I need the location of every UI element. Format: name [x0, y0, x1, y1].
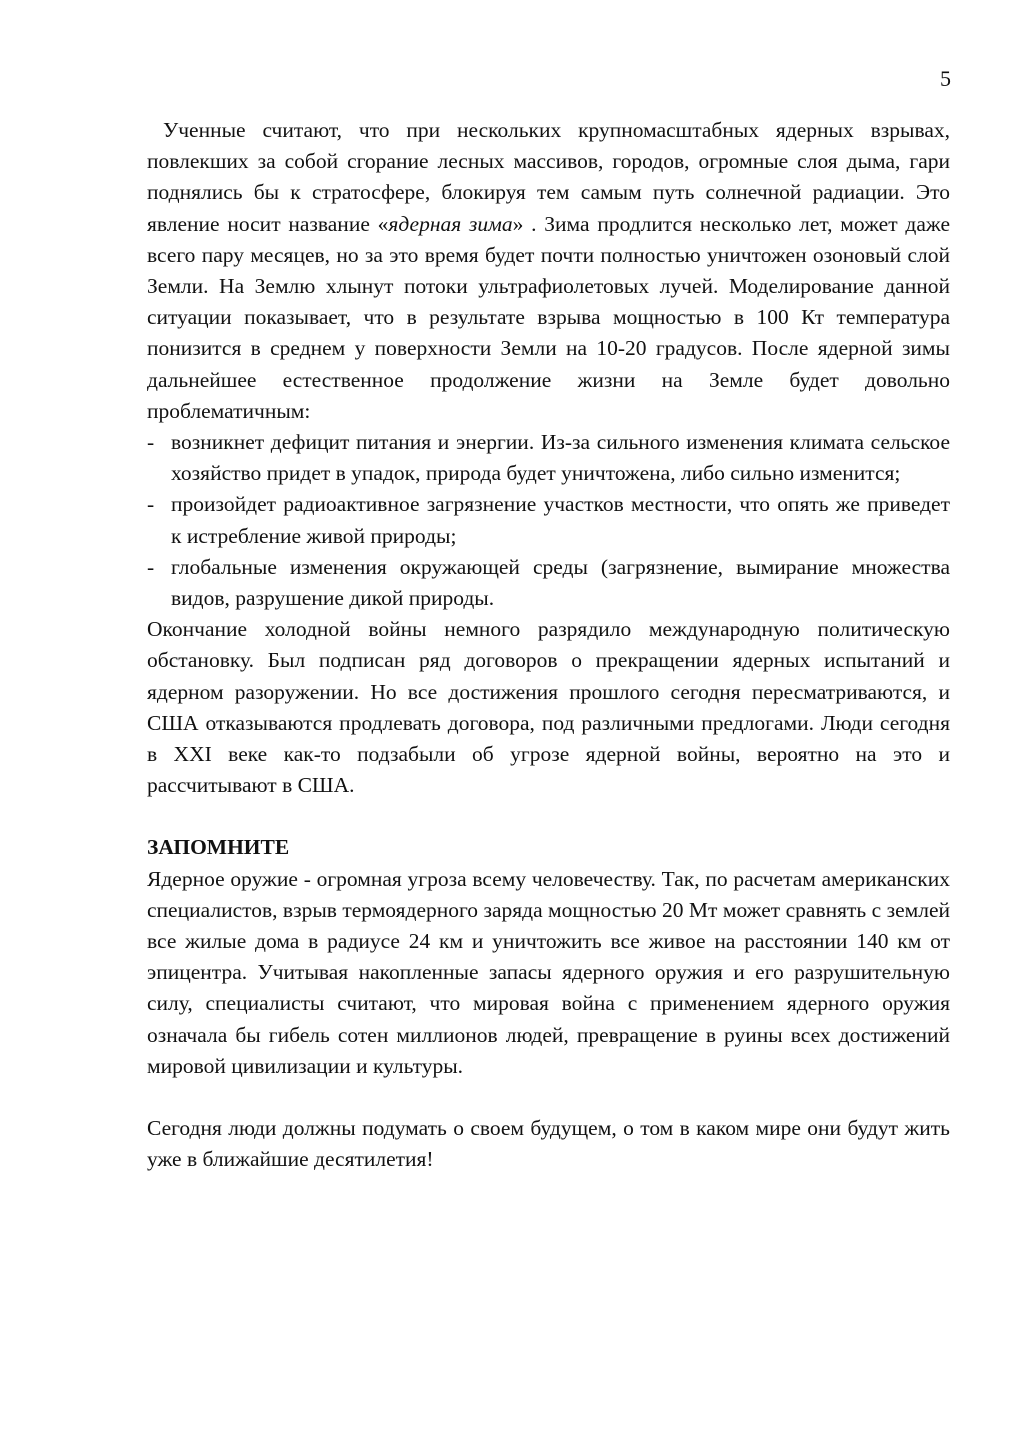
list-item	[147, 552, 950, 614]
spacer	[147, 801, 950, 832]
spacer	[147, 1082, 950, 1113]
term-nuclear-winter: ядерная зима	[388, 211, 513, 236]
section-heading: ЗАПОМНИТЕ	[147, 835, 290, 860]
paragraph-cold-war: Окончание холодной войны немного разрядило международную политическую обстановку. Был подписан ряд договоров о прекращении ядерных испытаний и ядерном разоружении. Но все достижения прошлого сегодня пересматриваются, и США отказываются продлевать договора, под различными предлогами. Люди сегодня в XXI веке как-то подзабыли об угрозе ядерной войны, вероятно на это и рассчитывают в США.	[147, 617, 950, 798]
paragraph-nuclear-threat: Ядерное оружие - огромная угроза всему человечеству. Так, по расчетам американских специалистов, взрыв термоядерного заряда мощностью 20 Мт может сравнять с землей все жилые дома в радиусе 24 км и уничтожить все живое на расстоянии 140 км от эпицентра. Учитывая накопленные запасы ядерного оружия и его разрушительную силу, специалисты считают, что мировая война с применением ядерного оружия означала бы гибель сотен миллионов людей, превращение в руины всех достижений мировой цивилизации и культуры.	[147, 866, 950, 1078]
document-body	[147, 115, 950, 1176]
list-item	[147, 489, 950, 551]
paragraph-text: Ученные считают, что при нескольких крупномасштабных ядерных взрывах, повлекших за собой сгорание лесных массивов, городов, огромные слоя дыма, гари поднялись бы к стратосфере, блокируя тем самым путь солнечной радиации. Это явление носит название «	[147, 118, 950, 236]
page-number: 5	[940, 66, 951, 91]
list-item-text: произойдет радиоактивное загрязнение участков местности, что опять же приведет к истребление живой природы;	[171, 492, 950, 548]
dash-marker: -	[147, 430, 155, 455]
list-item	[147, 427, 950, 489]
paragraph-conclusion: Сегодня люди должны подумать о своем будущем, о том в каком мире они будут жить уже в ближайшие десятилетия!	[147, 1116, 950, 1172]
paragraph-text: » . Зима продлится несколько лет, может даже всего пару месяцев, но за это время будет почти полностью уничтожен озоновый слой Земли. На Землю хлынут потоки ультрафиолетовых лучей. Моделирование данной ситуации показывает, что в результате взрыва мощностью в 100 Кт температура понизится в среднем у поверхности Земли на 10-20 градусов. После ядерной зимы дальнейшее естественное продолжение жизни на Земле будет довольно проблематичным:	[147, 211, 950, 423]
dash-marker: -	[147, 492, 155, 517]
consequences-list	[147, 427, 950, 614]
list-item-text: возникнет дефицит питания и энергии. Из-за сильного изменения климата сельское хозяйство придет в упадок, природа будет уничтожена, либо сильно изменится;	[171, 430, 950, 486]
paragraph-nuclear-winter	[147, 115, 950, 427]
dash-marker: -	[147, 554, 155, 579]
list-item-text: глобальные изменения окружающей среды (загрязнение, вымирание множества видов, разрушение дикой природы.	[171, 554, 950, 611]
